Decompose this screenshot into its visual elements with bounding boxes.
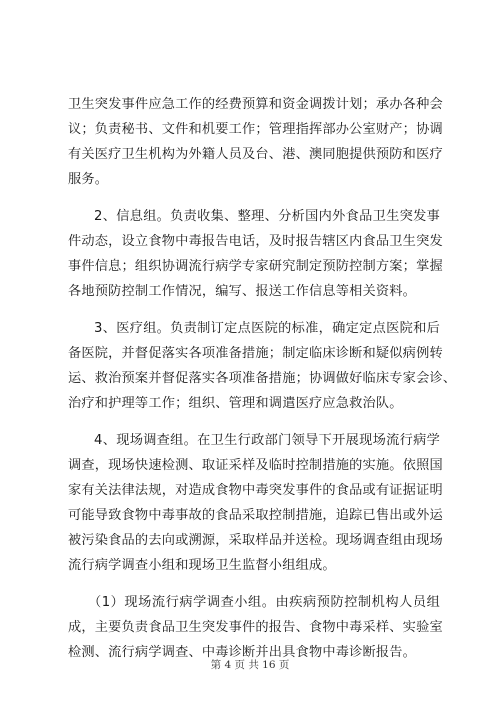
text-line: 流行病学调查小组和现场卫生监督小组组成。 xyxy=(68,558,336,573)
text-line: 备医院，并督促落实各项准备措施；制定临床诊断和疑似病例转 xyxy=(68,346,443,361)
paragraph-field-investigation-group xyxy=(68,428,443,578)
text-line: 事件信息；组织协调流行病学专家研究制定预防控制方案；掌握 xyxy=(68,259,443,274)
text-line: 家有关法律法规，对造成食物中毒突发事件的食品或有证据证明 xyxy=(68,483,443,498)
text-line: 4、现场调查组。在卫生行政部门领导下开展现场流行病学 xyxy=(94,433,440,448)
text-line: 检测、流行病学调查、中毒诊断并出具食物中毒诊断报告。 xyxy=(68,645,417,660)
text-line: 议；负责秘书、文件和机要工作；管理指挥部办公室财产；协调 xyxy=(68,122,443,137)
text-line: 运、救治预案并督促落实各项准备措施；协调做好临床专家会诊、 xyxy=(68,371,457,386)
text-line: 有关医疗卫生机构为外籍人员及台、港、澳同胞提供预防和医疗 xyxy=(68,147,443,162)
paragraph-information-group xyxy=(68,204,443,304)
page-footer: 第 4 页 共 16 页 xyxy=(210,659,290,671)
text-line: 卫生突发事件应急工作的经费预算和资金调拨计划；承办各种会 xyxy=(68,97,443,112)
paragraph-medical-group xyxy=(68,316,457,416)
text-line: 2、信息组。负责收集、整理、分析国内外食品卫生突发事 xyxy=(94,209,440,224)
text-line: 调查，现场快速检测、取证采样及临时控制措施的实施。依照国 xyxy=(68,458,443,473)
text-line: （1）现场流行病学调查小组。由疾病预防控制机构人员组 xyxy=(88,595,440,610)
text-line: 各地预防控制工作情况，编写、报送工作信息等相关资料。 xyxy=(68,284,417,299)
text-line: 件动态，设立食物中毒报告电话，及时报告辖区内食品卫生突发 xyxy=(68,234,443,249)
text-line: 服务。 xyxy=(68,172,109,187)
text-line: 成，主要负责食品卫生突发事件的报告、食物中毒采样、实验室 xyxy=(68,620,443,635)
document-body xyxy=(68,92,457,677)
text-line: 可能导致食物中毒事故的食品采取控制措施，追踪已售出或外运 xyxy=(68,508,443,523)
paragraph-office-duties xyxy=(68,92,443,192)
paragraph-epidemiology-subgroup xyxy=(68,590,443,665)
text-line: 3、医疗组。负责制订定点医院的标准，确定定点医院和后 xyxy=(94,321,440,336)
text-line: 被污染食品的去向或溯源，采取样品并送检。现场调查组由现场 xyxy=(68,533,443,548)
text-line: 治疗和护理等工作；组织、管理和调遣医疗应急救治队。 xyxy=(68,396,403,411)
